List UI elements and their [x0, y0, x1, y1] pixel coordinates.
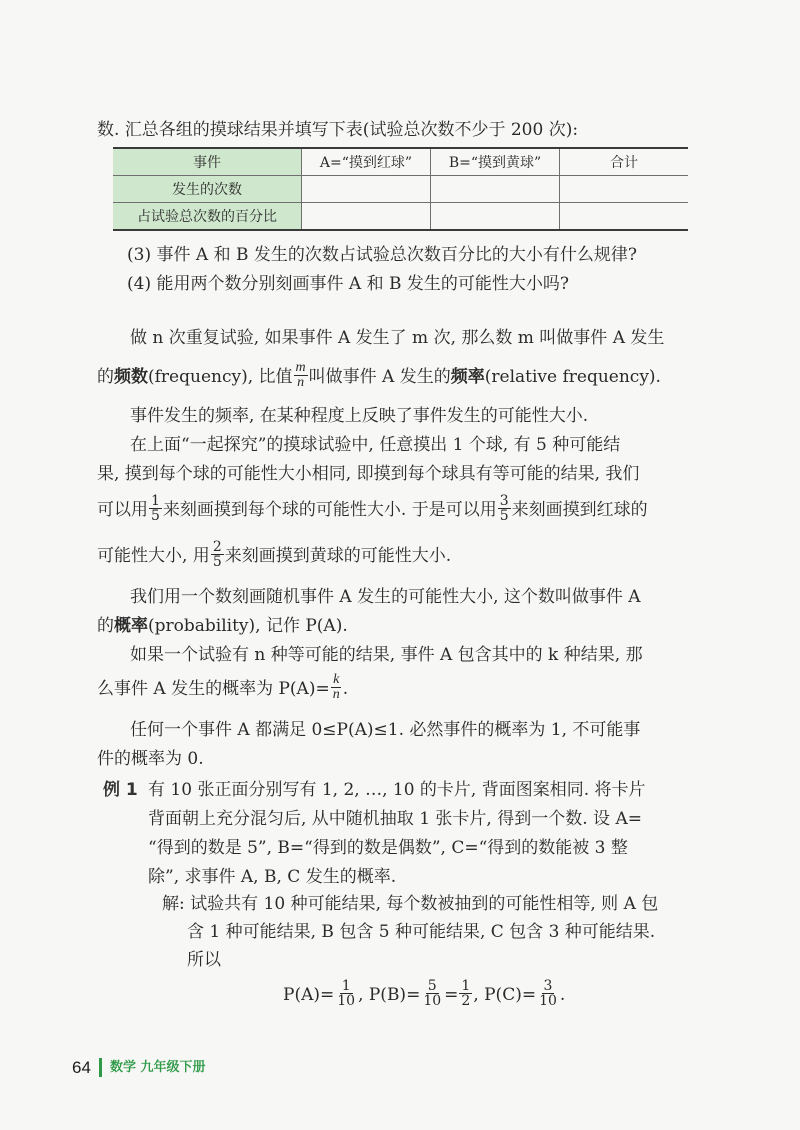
probability-formula: P(A)= $\frac{1}{10}$ , P(B)= $\frac{5}{10}$ = $\frac{1}{2}$ , P(C)= $\frac{3}{10}$ . [283, 978, 566, 1009]
term-probability: 概率 [114, 616, 148, 636]
table-cell [302, 176, 431, 203]
para3-line3: 可以用 $\frac{1}{5}$ 来刻画摸到每个球的可能性大小. 于是可以用 $\frac{3}{5}$ 来刻画摸到红球的 [97, 493, 648, 524]
example-line: 除”, 求事件 A, B, C 发生的概率. [148, 867, 397, 887]
table-row [113, 176, 688, 203]
table-row-label: 占试验总次数的百分比 [113, 203, 302, 231]
footer-divider [99, 1058, 102, 1077]
table-cell [302, 203, 431, 231]
example-line: 有 10 张正面分别写有 1, 2, …, 10 的卡片, 背面图案相同. 将卡片 [148, 780, 646, 800]
para3-line1: 在上面“一起探究”的摸球试验中, 任意摸出 1 个球, 有 5 种可能结 [130, 435, 621, 455]
para4-line2: 的概率(probability), 记作 P(A). [97, 616, 348, 636]
term-frequency: 频数 [114, 367, 148, 387]
example-label: 例 1 [103, 780, 138, 800]
solution-line: 含 1 种可能结果, B 包含 5 种可能结果, C 包含 3 种可能结果. [187, 922, 656, 942]
table-header-cell: B=“摸到黄球” [431, 148, 560, 176]
page-number: 64 [72, 1058, 91, 1077]
table-header-cell: 事件 [113, 148, 302, 176]
question-4: (4) 能用两个数分别刻画事件 A 和 B 发生的可能性大小吗? [127, 274, 569, 294]
para5-line2: 么事件 A 发生的概率为 P(A)= $\frac{k}{n}$ . [97, 672, 349, 702]
example-line: “得到的数是 5”, B=“得到的数是偶数”, C=“得到的数能被 3 整 [148, 838, 628, 858]
results-table [113, 147, 688, 231]
solution-line: 所以 [187, 950, 221, 970]
table-header-cell: A=“摸到红球” [302, 148, 431, 176]
footer-book-title: 数学 九年级下册 [110, 1060, 206, 1075]
table-cell [560, 203, 689, 231]
table-row [113, 203, 688, 231]
para3-line2: 果, 摸到每个球的可能性大小相同, 即摸到每个球具有等可能的结果, 我们 [97, 464, 640, 484]
term-relative-frequency: 频率 [450, 367, 485, 387]
para4-line1: 我们用一个数刻画随机事件 A 发生的可能性大小, 这个数叫做事件 A [130, 587, 641, 607]
para6-line1: 任何一个事件 A 都满足 0≤P(A)≤1. 必然事件的概率为 1, 不可能事 [130, 720, 641, 740]
table-row-label: 发生的次数 [113, 176, 302, 203]
para6-line2: 件的概率为 0. [97, 749, 204, 769]
para1-line1: 做 n 次重复试验, 如果事件 A 发生了 m 次, 那么数 m 叫做事件 A 发生 [130, 328, 665, 348]
table-cell [560, 176, 689, 203]
table-header-row [113, 148, 688, 176]
para2: 事件发生的频率, 在某种程度上反映了事件发生的可能性大小. [130, 406, 589, 426]
example-line: 背面朝上充分混匀后, 从中随机抽取 1 张卡片, 得到一个数. 设 A= [148, 809, 642, 829]
table-cell [431, 203, 560, 231]
para3-line4: 可能性大小, 用 $\frac{2}{5}$ 来刻画摸到黄球的可能性大小. [97, 539, 452, 570]
para5-line1: 如果一个试验有 n 种等可能的结果, 事件 A 包含其中的 k 种结果, 那 [130, 645, 643, 665]
para1-line2: 的频数(frequency), 比值 $\frac{m}{n}$ 叫做事件 A 发生的频率(relative frequency). [97, 360, 661, 390]
solution-line: 解: 试验共有 10 种可能结果, 每个数被抽到的可能性相等, 则 A 包 [162, 894, 659, 914]
question-3: (3) 事件 A 和 B 发生的次数占试验总次数百分比的大小有什么规律? [127, 245, 637, 265]
table-cell [431, 176, 560, 203]
intro-line: 数. 汇总各组的摸球结果并填写下表(试验总次数不少于 200 次): [97, 120, 579, 140]
table-header-cell: 合计 [560, 148, 689, 176]
